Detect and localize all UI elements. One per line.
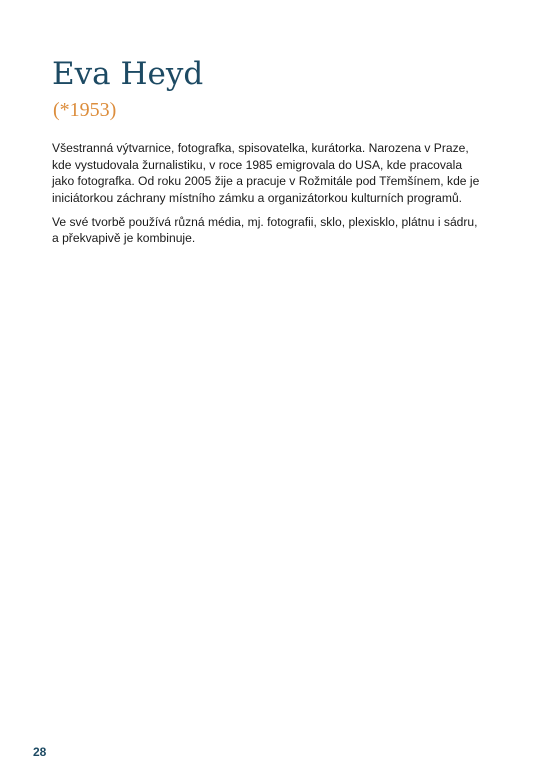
artist-birth-year: (*1953) bbox=[53, 99, 117, 121]
artist-name: Eva Heyd bbox=[52, 56, 204, 92]
bio-paragraph-1-line-2: kde vystudovala žurnalistiku, v roce 1985 emigrovala do USA, kde pracovala bbox=[52, 157, 463, 172]
bio-paragraph-2 bbox=[52, 214, 492, 247]
bio-paragraph-2-line-1: Ve své tvorbě používá různá média, mj. fotografii, sklo, plexisklo, plátnu i sádru, bbox=[52, 214, 478, 229]
bio-paragraph-1-line-4: iniciátorkou záchrany místního zámku a organizátorkou kulturních programů. bbox=[52, 190, 463, 205]
bio-paragraph-1 bbox=[52, 140, 492, 206]
bio-paragraph-2-line-2: a překvapivě je kombinuje. bbox=[52, 231, 196, 245]
artist-biography bbox=[52, 140, 492, 247]
bio-paragraph-1-line-3: jako fotografka. Od roku 2005 žije a pracuje v Rožmitále pod Třemšínem, kde je bbox=[52, 174, 480, 188]
bio-paragraph-1-line-1: Všestranná výtvarnice, fotografka, spisovatelka, kurátorka. Narozena v Praze, bbox=[52, 141, 469, 155]
page-number: 28 bbox=[33, 745, 47, 759]
